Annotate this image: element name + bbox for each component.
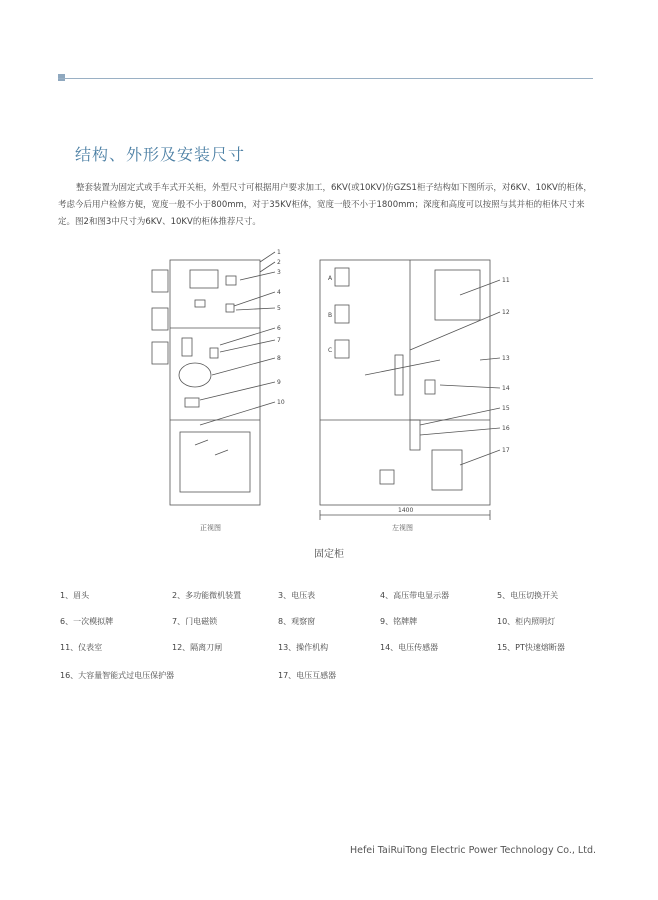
phase-a: A <box>328 275 333 282</box>
legend-item: 2、多功能微机装置 <box>172 591 242 600</box>
phase-b: B <box>328 312 333 319</box>
callout-16: 16 <box>502 425 510 432</box>
callout-13: 13 <box>502 355 510 362</box>
callout-11: 11 <box>502 277 510 284</box>
callout-1: 1 <box>277 249 281 256</box>
section-title: 结构、外形及安装尺寸 <box>75 145 246 164</box>
front-view-label: 正视图 <box>200 524 221 532</box>
legend-item: 10、柜内照明灯 <box>497 617 556 626</box>
callout-12: 12 <box>502 309 510 316</box>
legend-item: 14、电压传感器 <box>380 643 439 652</box>
legend-item: 6、一次模拟牌 <box>60 617 114 626</box>
callout-17: 17 <box>502 447 510 454</box>
callout-9: 9 <box>277 379 281 386</box>
legend-item: 16、大容量智能式过电压保护器 <box>60 671 175 680</box>
callout-10: 10 <box>277 399 285 406</box>
cabinet-diagram <box>140 240 520 540</box>
intro-paragraph: 整套装置为固定式或手车式开关柜，外型尺寸可根据用户要求加工，6KV(或10KV)仿GZS1柜子结构如下图所示，对6KV、10KV的柜体，考虑今后用户检修方便，宽度一般不小于800mm，对于35KV柜体，宽度一般不小于1800mm；深度和高度可以按照与其并柜的柜体尺寸来定。图2和图3中尺寸为6KV、10KV的柜体推荐尺寸。 <box>58 183 592 227</box>
dimension-label: 1400 <box>398 507 414 514</box>
callout-14: 14 <box>502 385 510 392</box>
callout-6: 6 <box>277 325 281 332</box>
legend-item: 12、隔离刀闸 <box>172 643 223 652</box>
legend-item: 9、铭牌牌 <box>380 617 418 626</box>
callout-2: 2 <box>277 259 281 266</box>
front-view-cabinet <box>170 260 260 505</box>
legend-item: 13、操作机构 <box>278 643 329 652</box>
phase-c: C <box>328 347 333 354</box>
footer-company: Hefei TaiRuiTong Electric Power Technology Co., Ltd. <box>349 845 596 856</box>
callout-8: 8 <box>277 355 281 362</box>
legend-item: 3、电压表 <box>278 591 316 600</box>
callout-5: 5 <box>277 305 281 312</box>
callout-4: 4 <box>277 289 281 296</box>
legend-item: 15、PT快速熔断器 <box>497 643 565 652</box>
legend-item: 1、眉头 <box>60 591 90 600</box>
figure-title: 固定柜 <box>314 549 344 560</box>
callout-3: 3 <box>277 269 281 276</box>
side-view-cabinet <box>320 260 490 505</box>
callout-7: 7 <box>277 337 281 344</box>
callout-15: 15 <box>502 405 510 412</box>
header-rule <box>58 78 593 79</box>
side-view-label: 左视图 <box>392 524 413 532</box>
legend-item: 5、电压切换开关 <box>497 591 559 600</box>
legend-item: 11、仪表室 <box>60 643 103 652</box>
legend-item: 8、观察窗 <box>278 617 316 626</box>
legend-item: 7、门电磁锁 <box>172 617 218 626</box>
legend-item: 4、高压带电显示器 <box>380 591 450 600</box>
legend-item: 17、电压互感器 <box>278 671 337 680</box>
